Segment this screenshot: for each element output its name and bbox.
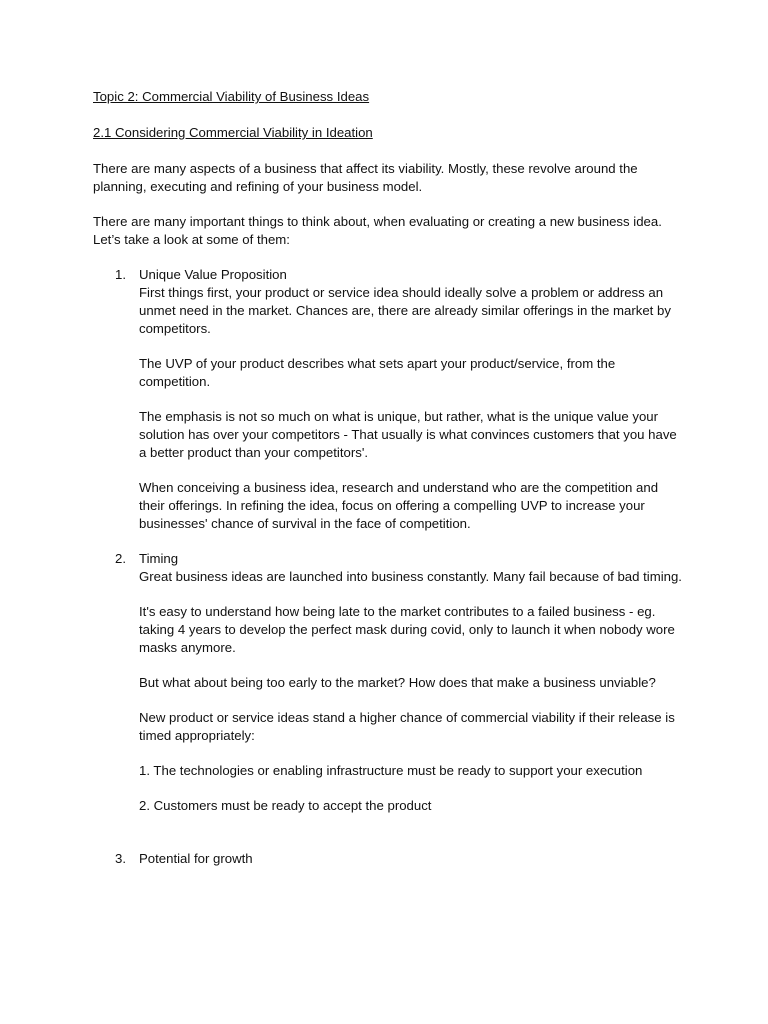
list-item-title: Unique Value Proposition — [139, 267, 287, 282]
list-item-paragraph: First things first, your product or service idea should ideally solve a problem or address an unmet need in the market. Chances are, there are already similar offerings in the market by competitors. — [139, 285, 671, 336]
intro-paragraph: There are many aspects of a business that affect its viability. Mostly, these revolve around the planning, executing and refining of your business model. — [93, 161, 638, 194]
list-number: 3. — [115, 851, 126, 866]
list-number: 2. — [115, 551, 126, 566]
list-item-unique-value-proposition — [93, 266, 683, 533]
section-heading: 2.1 Considering Commercial Viability in Ideation — [93, 125, 373, 140]
list-item-paragraph: When conceiving a business idea, research and understand who are the competition and their offerings. In refining the idea, focus on offering a compelling UVP to increase your businesses' chance of survival in the face of competition. — [139, 480, 659, 531]
list-item-paragraph: The UVP of your product describes what sets apart your product/service, from the competition. — [139, 356, 616, 389]
document-body — [93, 88, 683, 868]
spacer — [93, 815, 683, 850]
page-title: Topic 2: Commercial Viability of Business Ideas — [93, 89, 370, 104]
list-item-timing — [93, 550, 683, 815]
list-item-paragraph: But what about being too early to the market? How does that make a business unviable? — [139, 675, 656, 690]
list-item-title: Potential for growth — [139, 851, 253, 866]
list-item-potential-for-growth — [93, 850, 683, 868]
list-item-paragraph: The emphasis is not so much on what is unique, but rather, what is the unique value your solution has over your competitors - That usually is what convinces customers that you have a better product than your competitors'. — [139, 409, 677, 460]
list-item-title: Timing — [139, 551, 179, 566]
list-item-paragraph: New product or service ideas stand a higher chance of commercial viability if their release is timed appropriately: — [139, 710, 675, 743]
list-item-paragraph: 1. The technologies or enabling infrastructure must be ready to support your execution — [139, 763, 643, 778]
list-item-paragraph: It's easy to understand how being late to the market contributes to a failed business - eg. taking 4 years to develop the perfect mask during covid, only to launch it when nobody wore masks anymore. — [139, 604, 675, 655]
list-item-paragraph: Great business ideas are launched into business constantly. Many fail because of bad timing. — [139, 569, 682, 584]
list-number: 1. — [115, 267, 126, 282]
intro-paragraph: There are many important things to think about, when evaluating or creating a new business idea. Let’s take a look at some of them: — [93, 214, 662, 247]
list-item-paragraph: 2. Customers must be ready to accept the product — [139, 798, 432, 813]
